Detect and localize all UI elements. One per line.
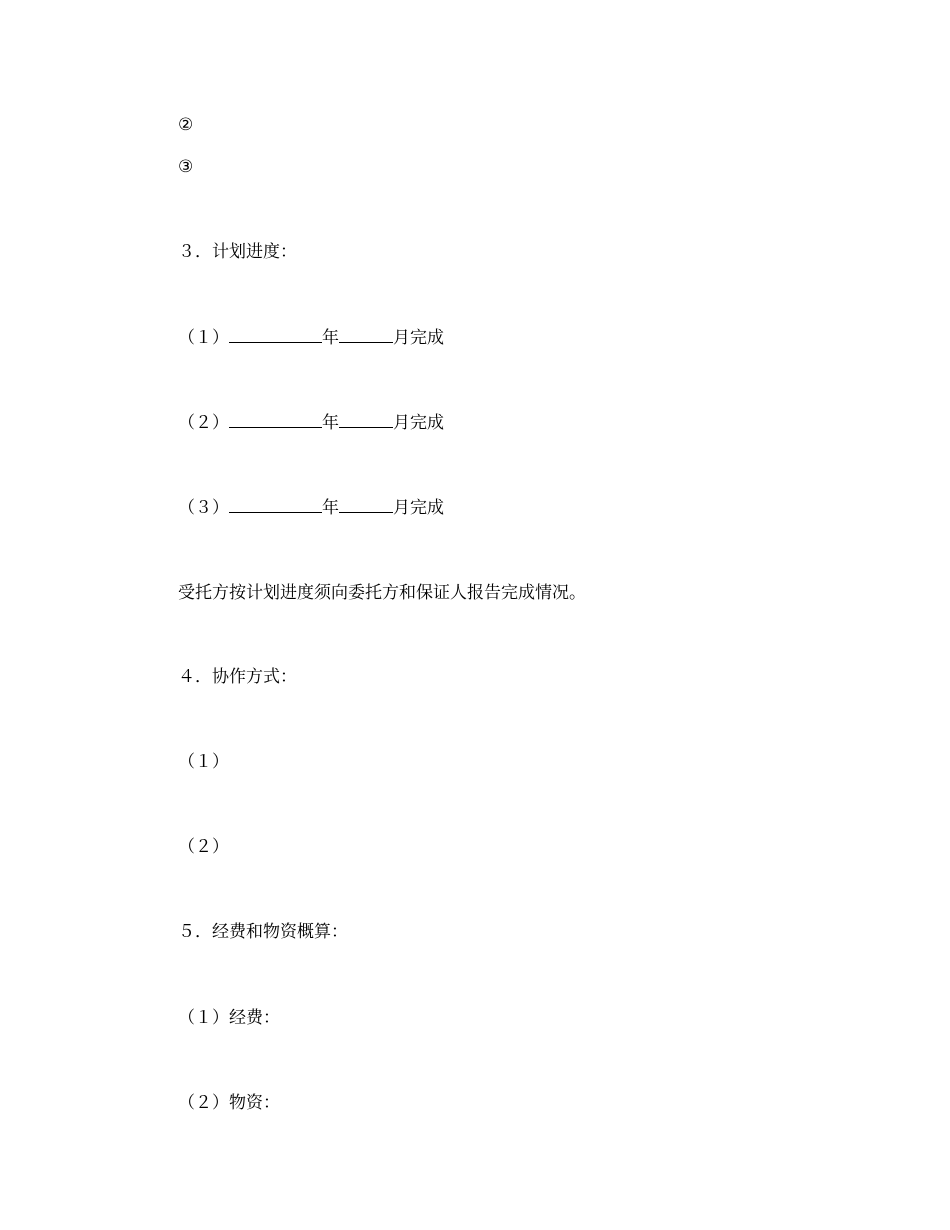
progress-report-note: 受托方按计划进度须向委托方和保证人报告完成情况。 [178, 583, 586, 603]
schedule-row-label: （２） [178, 413, 229, 433]
budget-item-funds: （１）经费： [178, 1008, 280, 1028]
year-blank[interactable] [229, 326, 322, 343]
year-label: 年 [322, 413, 339, 433]
schedule-row-2 [178, 411, 444, 434]
month-done-label: 月完成 [393, 498, 444, 518]
year-blank[interactable] [229, 496, 322, 513]
month-done-label: 月完成 [393, 413, 444, 433]
cooperation-item-1: （１） [178, 752, 229, 772]
month-blank[interactable] [339, 411, 393, 428]
month-blank[interactable] [339, 496, 393, 513]
schedule-row-1 [178, 326, 444, 349]
budget-item-materials: （２）物资： [178, 1093, 280, 1113]
circled-item-2: ② [178, 115, 194, 135]
circled-item-3: ③ [178, 157, 194, 177]
year-label: 年 [322, 328, 339, 348]
cooperation-item-2: （２） [178, 837, 229, 857]
section-4-heading: ４．协作方式： [178, 667, 297, 687]
year-blank[interactable] [229, 411, 322, 428]
month-blank[interactable] [339, 326, 393, 343]
section-5-heading: ５．经费和物资概算： [178, 922, 348, 942]
section-3-heading: ３．计划进度： [178, 242, 297, 262]
month-done-label: 月完成 [393, 328, 444, 348]
schedule-row-3 [178, 496, 444, 519]
schedule-row-label: （１） [178, 328, 229, 348]
year-label: 年 [322, 498, 339, 518]
schedule-row-label: （３） [178, 498, 229, 518]
